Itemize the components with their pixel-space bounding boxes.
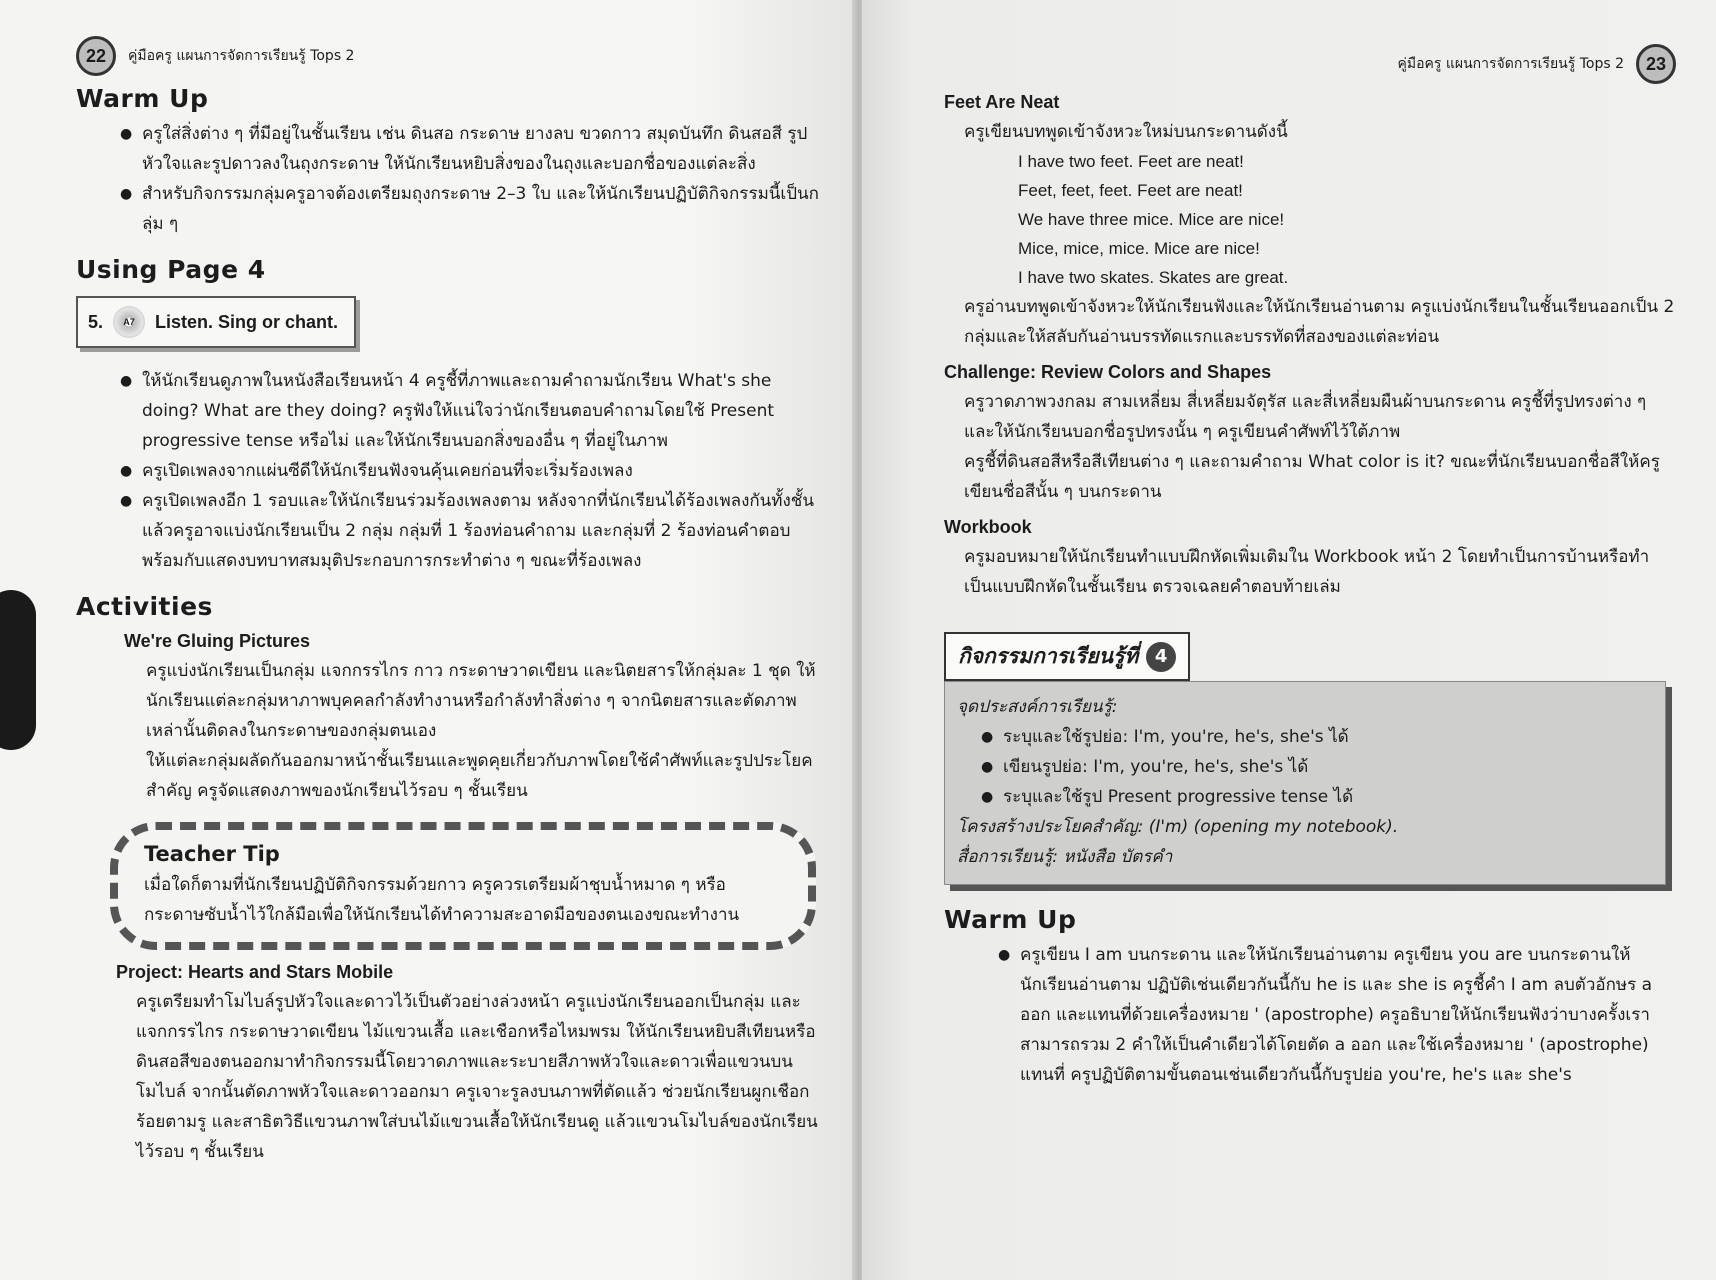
exercise-label: Listen. Sing or chant.	[155, 311, 339, 332]
list-item: ● ครูเขียน I am บนกระดาน และให้นักเรียนอ่านตาม ครูเขียน you are บนกระดานให้นักเรียนอ่านตาม ปฏิบัติเช่นเดียวกันนี้กับ he is และ she is ครูชี้คำ I am ลบตัวอักษร a ออก และแทนที่ด้วยเครื่องหมาย ' (apostrophe) ครูอธิบายให้นักเรียนฟังว่าบางครั้งเราสามารถรวม 2 คำให้เป็นคำเดียวได้โดยตัด a ออก และใช้เครื่องหมาย ' (apostrophe) แทนที่ ครูปฏิบัติตามขั้นตอนเช่นเดียวกันนี้กับรูปย่อ you're, he's และ she's	[998, 940, 1676, 1090]
chant-lines	[1018, 147, 1676, 292]
feet-intro: ครูเขียนบทพูดเข้าจังหวะใหม่บนกระดานดังนี้	[964, 122, 1288, 142]
activities-heading: Activities	[76, 592, 213, 621]
chant-line: Feet, feet, feet. Feet are neat!	[1018, 181, 1243, 200]
list-item: ● ระบุและใช้รูป Present progressive tense ได้	[981, 782, 1653, 812]
warm-up-list	[96, 119, 826, 239]
binder-hole	[0, 590, 36, 750]
warm-up-list	[974, 940, 1676, 1090]
learning-materials: สื่อการเรียนรู้: หนังสือ บัตรคำ	[957, 847, 1173, 867]
list-item: ● ครูใส่สิ่งต่าง ๆ ที่มีอยู่ในชั้นเรียน เช่น ดินสอ กระดาษ ยางลบ ขวดกาว สมุดบันทึก ดินสอสี รูปหัวใจและรูปดาวลงในถุงกระดาษ ให้นักเรียนหยิบสิ่งของในถุงและบอกชื่อของแต่ละสิ่ง	[120, 119, 826, 179]
chant-line: We have three mice. Mice are nice!	[1018, 210, 1285, 229]
using-page-heading: Using Page 4	[76, 255, 266, 284]
cd-track-icon	[113, 306, 145, 338]
right-page	[862, 0, 1716, 1280]
workbook-title: Workbook	[944, 517, 1032, 537]
chant-line: Mice, mice, mice. Mice are nice!	[1018, 239, 1260, 258]
project-title: Project: Hearts and Stars Mobile	[116, 962, 394, 982]
list-item: ● ครูเปิดเพลงจากแผ่นซีดีให้นักเรียนฟังจนคุ้นเคยก่อนที่จะเริ่มร้องเพลง	[120, 456, 826, 486]
project-text: ครูเตรียมทำโมไบล์รูปหัวใจและดาวไว้เป็นตัวอย่างล่วงหน้า ครูแบ่งนักเรียนออกเป็นกลุ่ม และแจกกรรไกร กระดาษวาดเขียน ไม้แขวนเสื้อ และเชือกหรือไหมพรม ให้นักเรียนหยิบสีเทียนหรือดินสอสีของตนออกมาทำกิจกรรมนี้โดยวาดภาพและระบายสีภาพหัวใจและดาวเพื่อแขวนบนโมไบล์ จากนั้นตัดภาพหัวใจและดาวออกมา ครูเจาะรูลงบนภาพที่ตัดแล้ว ช่วยนักเรียนผูกเชือกร้อยตามรู และสาธิตวิธีแขวนภาพใส่บนไม้แขวนเสื้อให้นักเรียนดู แล้วแขวนโมไบล์ของนักเรียนไว้รอบ ๆ ชั้นเรียน	[136, 992, 818, 1162]
gluing-paragraph: ครูแบ่งนักเรียนเป็นกลุ่ม แจกกรรไกร กาว กระดาษวาดเขียน และนิตยสารให้กลุ่มละ 1 ชุด ให้นักเรียนแต่ละกลุ่มหาภาพบุคคลกำลังทำงานหรือกำลังทำสิ่งต่าง ๆ จากนิตยสารและตัดภาพเหล่านั้นติดลงในกระดาษของกลุ่มตนเอง	[146, 661, 816, 741]
challenge-paragraph: ครูวาดภาพวงกลม สามเหลี่ยม สี่เหลี่ยมจัตุรัส และสี่เหลี่ยมผืนผ้าบนกระดาน ครูชี้ที่รูปทรงต่าง ๆ และให้นักเรียนบอกชื่อรูปทรงนั้น ๆ ครูเขียนคำศัพท์ไว้ใต้ภาพ	[964, 392, 1647, 442]
list-item: ● เขียนรูปย่อ: I'm, you're, he's, she's ได้	[981, 752, 1653, 782]
objectives-box	[944, 681, 1666, 885]
chant-line: I have two skates. Skates are great.	[1018, 268, 1289, 287]
chant-line: I have two feet. Feet are neat!	[1018, 152, 1244, 171]
learning-activity-text: กิจกรรมการเรียนรู้ที่	[958, 644, 1139, 668]
warm-up-heading: Warm Up	[944, 905, 1077, 934]
list-item: ● ระบุและใช้รูปย่อ: I'm, you're, he's, she's ได้	[981, 722, 1653, 752]
exercise-number: 5.	[88, 311, 104, 332]
left-header	[76, 36, 826, 76]
learning-activity-number: 4	[1146, 642, 1176, 672]
list-item: ● ให้นักเรียนดูภาพในหนังสือเรียนหน้า 4 ครูชี้ที่ภาพและถามคำถามนักเรียน What's she doing? What are they doing? ครูฟังให้แน่ใจว่านักเรียนตอบคำถามโดยใช้ Present progressive tense หรือไม่ และให้นักเรียนบอกสิ่งของอื่น ๆ ที่อยู่ในภาพ	[120, 366, 826, 456]
right-warm-up	[944, 905, 1676, 1090]
gluing-paragraph: ให้แต่ละกลุ่มผลัดกันออกมาหน้าชั้นเรียนและพูดคุยเกี่ยวกับภาพโดยใช้คำศัพท์และรูปประโยคสำคัญ ครูจัดแสดงภาพของนักเรียนไว้รอบ ๆ ชั้นเรียน	[146, 751, 813, 801]
feet-outro: ครูอ่านบทพูดเข้าจังหวะให้นักเรียนฟังและให้นักเรียนอ่านตาม ครูแบ่งนักเรียนในชั้นเรียนออกเป็น 2 กลุ่มและให้สลับกันอ่านบรรทัดแรกและบรรทัดที่สองของแต่ละท่อน	[964, 297, 1675, 347]
learning-activity-label	[944, 632, 1190, 681]
page-number-badge: 23	[1636, 44, 1676, 84]
header-title: คู่มือครู แผนการจัดการเรียนรู้ Tops 2	[1397, 56, 1624, 72]
teacher-tip-title: Teacher Tip	[144, 842, 280, 866]
track-label: A7	[123, 317, 135, 327]
warm-up-heading: Warm Up	[76, 84, 209, 113]
challenge-paragraph: ครูชี้ที่ดินสอสีหรือสีเทียนต่าง ๆ และถามคำถาม What color is it? ขณะที่นักเรียนบอกชื่อสีให้ครูเขียนชื่อสีนั้น ๆ บนกระดาน	[964, 452, 1660, 502]
objectives-label: จุดประสงค์การเรียนรู้:	[957, 697, 1118, 717]
feet-are-neat-title: Feet Are Neat	[944, 92, 1060, 112]
challenge-title: Challenge: Review Colors and Shapes	[944, 362, 1272, 382]
using-page-list	[96, 366, 826, 576]
objectives-list	[957, 722, 1653, 812]
teacher-tip-text: เมื่อใดก็ตามที่นักเรียนปฏิบัติกิจกรรมด้วยกาว ครูควรเตรียมผ้าชุบน้ำหมาด ๆ หรือกระดาษซับน้ำไว้ใกล้มือเพื่อให้นักเรียนได้ทำความสะอาดมือของตนเองขณะทำงาน	[144, 875, 740, 925]
list-item: ● ครูเปิดเพลงอีก 1 รอบและให้นักเรียนร่วมร้องเพลงตาม หลังจากที่นักเรียนได้ร้องเพลงกันทั้งชั้นแล้วครูอาจแบ่งนักเรียนเป็น 2 กลุ่ม กลุ่มที่ 1 ร้องท่อนคำถาม และกลุ่มที่ 2 ร้องท่อนคำตอบ พร้อมกับแสดงบทบาทสมมุติประกอบการกระทำต่าง ๆ ขณะที่ร้องเพลง	[120, 486, 826, 576]
key-structure: โครงสร้างประโยคสำคัญ: (I'm) (opening my notebook).	[957, 817, 1399, 837]
right-header	[944, 44, 1676, 84]
page-number-badge: 22	[76, 36, 116, 76]
workbook-text: ครูมอบหมายให้นักเรียนทำแบบฝึกหัดเพิ่มเติมใน Workbook หน้า 2 โดยทำเป็นการบ้านหรือทำเป็นแบบฝึกหัดในชั้นเรียน ตรวจเฉลยคำตอบท้ายเล่ม	[964, 547, 1650, 597]
teacher-tip-box	[110, 822, 816, 950]
gluing-pictures-title: We're Gluing Pictures	[124, 631, 310, 651]
header-title: คู่มือครู แผนการจัดการเรียนรู้ Tops 2	[128, 48, 355, 64]
left-page	[0, 0, 856, 1280]
listen-sing-box	[76, 296, 356, 348]
list-item: ● สำหรับกิจกรรมกลุ่มครูอาจต้องเตรียมถุงกระดาษ 2–3 ใบ และให้นักเรียนปฏิบัติกิจกรรมนี้เป็นกลุ่ม ๆ	[120, 179, 826, 239]
